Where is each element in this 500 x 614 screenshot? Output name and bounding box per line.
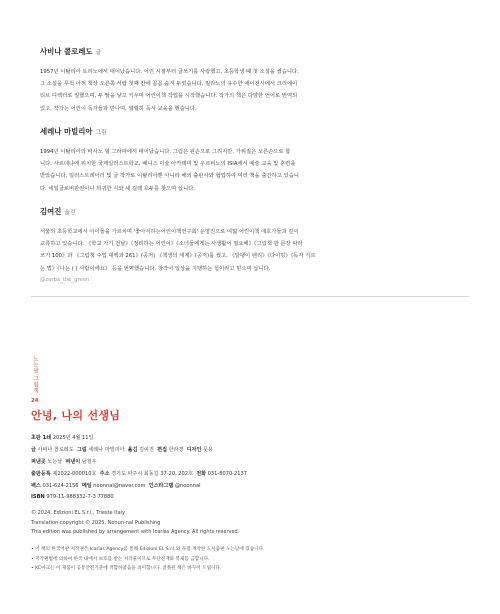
translator-bio-line: 는 법》《나는 ( ) 사람이에요》 등을 번역했습니다. 창작이 일상을 지탱하는 힘이라고 믿으며 삽니다. <box>40 265 271 272</box>
author-name: 사비나 콜로레도 <box>40 47 93 56</box>
isbn-value: 979-11-988332-7-3 77880 <box>46 494 114 501</box>
author-bio <box>40 46 460 115</box>
art-label: 그림 <box>76 446 87 453</box>
colophon-row-contact <box>31 481 471 493</box>
colophon-row-isbn <box>31 492 471 504</box>
editor-label: 편집 <box>157 446 167 453</box>
translator-credit: @zorba_the_green <box>40 276 90 283</box>
fax-value: 031-624-2156 <box>42 482 79 489</box>
copyright-block <box>31 509 471 538</box>
first-print-value: 2025년 4월 11일 <box>52 435 94 441</box>
owner-label: 펴낸곳 <box>31 458 46 465</box>
author-bio-line: 티브 디렉터로 일했으며, 두 딸을 낳고 키우며 어린이책 작업을 시작했습니다. 작가의 책은 다양한 언어로 번역되 <box>40 93 298 100</box>
series-number: 24 <box>31 398 39 404</box>
translator-bio-line: 교류하고 있습니다. 《학교 가기 전날》《정리하는 어린이》《소녀들에게는 사생활이 필요해》《그림책 한 문장 따라 <box>40 241 303 248</box>
publisher-value: 남철우 <box>81 458 97 465</box>
translator-name-row <box>40 206 460 217</box>
translator-bio-line: 서울의 초등학교에서 아이들을 가르치며 '좋아서하는어린이책연구회' 운영진으로 여덟 어린이책 애호가들과 깊이 <box>40 229 299 235</box>
reg-label: 출판등록 <box>31 470 51 477</box>
illustrator-name-row <box>40 126 460 137</box>
illustrator-bio-line: 다. 네일클로버판권이니 희귀한 시와 세 길래 호두를 찾으며 삽니다. <box>40 185 195 192</box>
colophon-row-publisher <box>31 457 471 469</box>
fax-label: 팩스 <box>31 482 41 489</box>
phone-label: 전화 <box>196 470 207 477</box>
notes-block <box>31 545 471 574</box>
author-bio-text <box>40 66 460 115</box>
trans-value: 김여진 <box>139 446 154 453</box>
address-label: 주소 <box>99 470 110 477</box>
illustrator-bio-line: 1994년 이탈리아의 바사노 델 그라파에서 태어났습니다. 그림은 왼손으로 그리지만, 가위질은 오른손으로 합 <box>40 149 291 155</box>
author-bio-line: 1957년 이탈리아 토리노에서 태어났습니다. 어린 시절부터 글쓰기를 사랑했고, 초등학생 때 첫 소설을 썼습니다. <box>40 69 299 75</box>
translator-bio-text <box>40 226 460 275</box>
design-label: 디자인 <box>186 446 202 453</box>
art-value: 세레나 마빌리아 <box>88 446 125 453</box>
publisher-label: 펴낸이 <box>65 458 81 465</box>
illustrator-name: 세레나 마빌리아 <box>40 127 93 136</box>
isbn-label: ISBN <box>31 494 45 501</box>
section-divider <box>31 296 469 297</box>
illustrator-bio-line: 받았습니다. 일러스트레이터 및 글 작가로 이탈리아뿐 아니라 해외 출판사와 협업하여 여러 책을 출간하고 있습니 <box>40 173 299 180</box>
writer-value: 사비나 콜로레도 <box>37 446 74 453</box>
note-line: • 저작권법에 의하여 한국 내에서 보호를 받는 저작물이므로 무단전재와 복제를 금합니다. <box>31 556 210 562</box>
note-line: • 이 책의 한국어판 저작권은 Icarias Agency를 통해 Edizioni EL S.r.l.와 독점 계약한 도서출판 노는날에 있습니다. <box>31 547 265 552</box>
first-print-label: 초판 1쇄 <box>31 435 52 441</box>
colophon-info <box>31 433 471 504</box>
copyright-line: © 2024, Edizioni EL S.r.l., Trieste Italy <box>31 510 125 516</box>
address-value: 경기도 파주시 회동길 37-20, 202호 <box>111 470 193 477</box>
translator-role: 옮김 <box>64 210 76 216</box>
translator-name: 김여진 <box>40 207 62 216</box>
illustrator-bio-line: 니다. 사르데냐에 위치한 국제일러스트학교, 베니스 미술 아카데미 및 우르비노의 ISIA에서 예술 교육 및 훈련을 <box>40 161 296 168</box>
colophon-row-credits <box>31 445 471 457</box>
book-title: 안녕, 나의 선생님 <box>31 409 121 422</box>
insta-label: 인스타그램 <box>148 482 174 489</box>
author-bio-line: 었고, 작가는 어린이 독자들과 만나며, 열렬히 독서 교육을 했습니다. <box>40 105 197 112</box>
illustrator-bio <box>40 126 460 195</box>
design-value: 풋용 <box>203 446 213 453</box>
translator-bio <box>40 206 460 283</box>
reg-value: 제2022-000010호 <box>52 470 97 477</box>
editor-value: 한라경 <box>168 446 184 453</box>
colophon-row-print <box>31 433 471 445</box>
owner-value: 노는날 <box>47 458 63 465</box>
writer-label: 글 <box>31 446 36 453</box>
copyright-line: This edition was published by arrangement with Icarias Agency. All rights reserved. <box>31 529 240 536</box>
illustrator-bio-text <box>40 146 460 195</box>
email-label: 메일 <box>81 482 92 489</box>
note-line: • KC마크는 이 제품이 공통안전기준에 적합하였음을 의미합니다. 잘못된 책은 바꾸어 드립니다. <box>31 566 222 572</box>
email-value: noonnal@naver.com <box>93 482 146 489</box>
copyright-line: Translation copyright © 2025, Nonun-nal Publishing <box>31 519 161 526</box>
author-name-row <box>40 46 460 57</box>
author-role: 글 <box>95 50 101 56</box>
translator-bio-line: 쓰기 100》과 《그림책 수업 대백과 261》(공저) 《책생의 세계》(공저)를 썼고, 《달팽이 펜리》《다이빙》《독자 기르 <box>40 253 316 260</box>
insta-value: @noonnal <box>174 482 201 489</box>
trans-label: 옮김 <box>127 446 138 453</box>
phone-value: 031-8070-2137 <box>207 470 247 477</box>
illustrator-role: 그림 <box>95 130 107 136</box>
series-name: 노는날 그림책 <box>32 356 38 394</box>
colophon-row-registration <box>31 469 471 481</box>
author-bio-line: 그 소설을 무척 아껴 책상 오른쪽 서랍 첫째 칸에 꼼꼼 숨겨 두었습니다. 밀라노의 유수한 에이전시에서 크리에이 <box>40 81 298 88</box>
